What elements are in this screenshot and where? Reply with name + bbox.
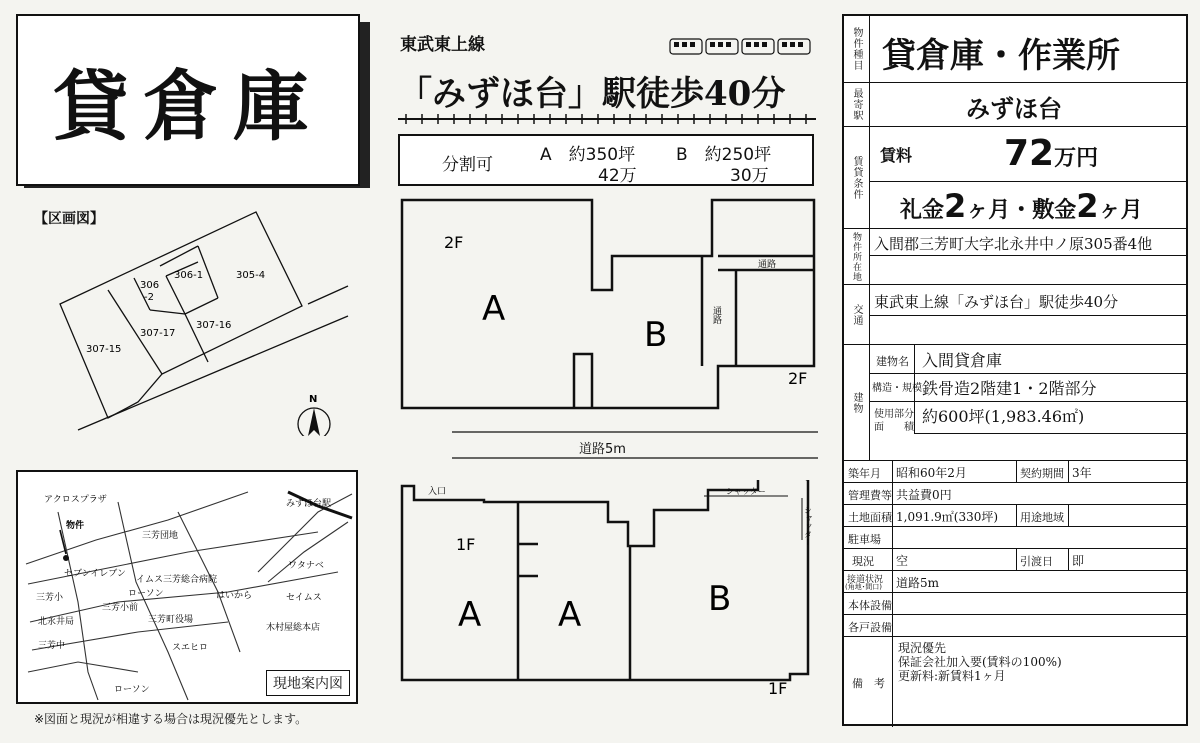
headline-line: 東武東上線 bbox=[400, 35, 485, 55]
building-row bbox=[844, 344, 1186, 460]
bname-label: 建物名 bbox=[876, 355, 909, 368]
lot-306: 306 bbox=[140, 280, 160, 291]
terms-row bbox=[844, 126, 1186, 228]
fee-row bbox=[844, 482, 1186, 504]
plan2-unit-b: B bbox=[644, 315, 668, 355]
transport-row bbox=[844, 284, 1186, 344]
plan1-shutter-1: シャッター bbox=[726, 487, 766, 496]
lot-map bbox=[30, 206, 360, 436]
plan2-passage-1: 通路 bbox=[758, 260, 777, 270]
station-row bbox=[844, 82, 1186, 126]
north-arrow bbox=[298, 394, 330, 436]
address-value: 入間郡三芳町大字北永井中ノ原305番4他 bbox=[874, 235, 1153, 253]
rent-label: 賃料 bbox=[880, 146, 913, 165]
road-access-value: 道路5m bbox=[896, 576, 940, 590]
rent-value: 72 bbox=[1004, 133, 1055, 174]
train-icon bbox=[668, 34, 816, 60]
terms-label: 賃貸条件 bbox=[844, 127, 870, 228]
built-value: 昭和60年2月 bbox=[896, 466, 967, 480]
type-label: 物件種目 bbox=[844, 16, 870, 82]
built-label: 築年月 bbox=[848, 467, 881, 480]
fee-value: 共益費0円 bbox=[896, 488, 952, 502]
status-row bbox=[844, 548, 1186, 570]
map-place-12: 三芳町役場 bbox=[148, 615, 194, 625]
map-place-11: 北永井局 bbox=[38, 617, 75, 627]
lot-map-heading: 【区画図】 bbox=[34, 211, 104, 227]
bname-value: 入間貸倉庫 bbox=[922, 351, 1003, 370]
location-map bbox=[16, 470, 358, 704]
transport-label: 交通 bbox=[844, 285, 870, 344]
map-place-13: 木村屋総本店 bbox=[266, 623, 321, 633]
struct-value: 鉄骨造2階建1・2階部分 bbox=[922, 379, 1097, 398]
plan1-unit-a2: A bbox=[558, 595, 582, 635]
plan1-shutter-2: シャッター bbox=[803, 506, 813, 546]
land-row bbox=[844, 504, 1186, 526]
floor-plan-2f bbox=[396, 196, 818, 412]
road-access-label-2: (角地･間口) bbox=[845, 583, 882, 591]
handover-label: 引渡日 bbox=[1020, 555, 1053, 568]
map-place-9: 三芳小前 bbox=[102, 603, 139, 613]
map-place-0: アクロスプラザ bbox=[44, 495, 107, 505]
parking-label: 駐車場 bbox=[848, 533, 881, 546]
fee-label: 管理費等 bbox=[848, 489, 892, 502]
plan1-floor-label-bottom: 1F bbox=[768, 679, 788, 698]
map-place-3: セブンイレブン bbox=[64, 569, 126, 579]
plan1-unit-a1: A bbox=[458, 595, 482, 635]
lot-307-17: 307-17 bbox=[140, 328, 176, 339]
station-label: 最寄駅 bbox=[844, 83, 870, 126]
equip-row bbox=[844, 592, 1186, 614]
location-map-label: 現地案内図 bbox=[266, 670, 350, 696]
page-title: 貸倉庫 bbox=[16, 14, 360, 186]
split-a-price: 42万 bbox=[598, 166, 637, 186]
transport-value: 東武東上線「みずほ台」駅徒歩40分 bbox=[874, 293, 1119, 311]
deposit-line bbox=[900, 187, 1143, 225]
remarks-line-3: 更新料:新賃料1ヶ月 bbox=[898, 669, 1006, 683]
lot-306-2: -2 bbox=[144, 292, 154, 303]
deposit-1-label: 礼金 bbox=[900, 198, 945, 223]
lot-305-4: 305-4 bbox=[236, 270, 266, 281]
road-access-row bbox=[844, 570, 1186, 592]
address-row bbox=[844, 228, 1186, 284]
lot-306-1: 306-1 bbox=[174, 270, 204, 281]
deposit-2-unit: ヶ月 bbox=[1098, 198, 1143, 223]
property-info-table bbox=[842, 14, 1188, 726]
map-place-7: ローソン bbox=[128, 589, 164, 599]
map-property-label: 物件 bbox=[66, 521, 85, 531]
rent-amount bbox=[1004, 133, 1098, 174]
remarks-line-2: 保証会社加入要(賃料の100%) bbox=[898, 655, 1062, 669]
split-label: 分割可 bbox=[442, 155, 493, 175]
zone-label: 用途地域 bbox=[1020, 511, 1064, 524]
split-b-area: B 約250坪 bbox=[676, 145, 772, 165]
map-place-8: セイムス bbox=[286, 593, 322, 603]
built-row bbox=[844, 460, 1186, 482]
road-access-label-1: 接道状況 bbox=[847, 575, 884, 585]
unit-equip-row bbox=[844, 614, 1186, 636]
map-place-15: スエヒロ bbox=[172, 643, 209, 653]
remarks-line-1: 現況優先 bbox=[898, 641, 947, 655]
land-value: 1,091.9㎡(330坪) bbox=[896, 510, 999, 524]
deposit-2-num: 2 bbox=[1076, 187, 1099, 225]
split-box bbox=[398, 134, 814, 186]
floor-plan-1f bbox=[396, 480, 818, 702]
handover-value: 即 bbox=[1072, 554, 1085, 568]
plan1-entrance: 入口 bbox=[428, 487, 447, 497]
rail-divider bbox=[398, 114, 816, 124]
equip-label: 本体設備 bbox=[848, 599, 892, 612]
contract-value: 3年 bbox=[1072, 466, 1092, 480]
deposit-1-unit: ヶ月・敷金 bbox=[966, 198, 1077, 223]
headline-main: 「みずほ台」駅徒歩40分 bbox=[398, 74, 786, 114]
split-a-area: A 約350坪 bbox=[540, 145, 636, 165]
map-place-2: みずほ台駅 bbox=[286, 499, 332, 509]
map-place-1: 三芳団地 bbox=[142, 531, 179, 541]
plan2-floor-label: 2F bbox=[444, 233, 464, 252]
north-label: N bbox=[309, 394, 318, 405]
type-value: 貸倉庫・作業所 bbox=[882, 36, 1120, 76]
lot-307-15: 307-15 bbox=[86, 344, 122, 355]
building-label: 建物 bbox=[844, 345, 870, 460]
plan2-passage-2: 通路 bbox=[711, 306, 721, 324]
map-place-16: ローソン bbox=[114, 685, 150, 695]
footnote: ※図面と現況が相違する場合は現況優先とします。 bbox=[34, 712, 308, 726]
station-value: みずほ台 bbox=[966, 95, 1062, 123]
area-value: 約600坪(1,983.46㎡) bbox=[922, 407, 1085, 426]
rent-unit: 万円 bbox=[1054, 146, 1099, 171]
unit-equip-label: 各戸設備 bbox=[848, 621, 892, 634]
plan2-unit-a: A bbox=[482, 289, 506, 329]
status-value: 空 bbox=[896, 554, 909, 568]
plan1-floor-label: 1F bbox=[456, 535, 476, 554]
lot-307-16: 307-16 bbox=[196, 320, 232, 331]
road-lines bbox=[452, 426, 818, 462]
plan1-unit-b: B bbox=[708, 579, 732, 619]
road-label: 道路5m bbox=[576, 438, 629, 457]
status-label: 現況 bbox=[852, 555, 874, 568]
plan2-floor-label-bottom: 2F bbox=[788, 369, 808, 388]
address-label: 物件所在地 bbox=[844, 229, 870, 284]
map-place-10: はいから bbox=[216, 591, 253, 601]
map-place-5: ワタナベ bbox=[288, 561, 324, 571]
map-place-14: 三芳中 bbox=[38, 641, 66, 651]
remarks-row bbox=[844, 636, 1186, 726]
area-label-1: 使用部分 bbox=[874, 409, 914, 420]
struct-label: 構造・規模 bbox=[872, 383, 922, 394]
remarks-label: 備 考 bbox=[852, 677, 885, 690]
area-label-2: 面 積 bbox=[874, 422, 914, 433]
deposit-1-num: 2 bbox=[944, 187, 967, 225]
land-label: 土地面積 bbox=[848, 511, 892, 524]
type-row bbox=[844, 16, 1186, 82]
parking-row bbox=[844, 526, 1186, 548]
contract-label: 契約期間 bbox=[1020, 467, 1064, 480]
map-place-6: 三芳小 bbox=[36, 593, 64, 603]
map-place-4: イムス三芳総合病院 bbox=[136, 575, 218, 585]
split-b-price: 30万 bbox=[730, 166, 769, 186]
